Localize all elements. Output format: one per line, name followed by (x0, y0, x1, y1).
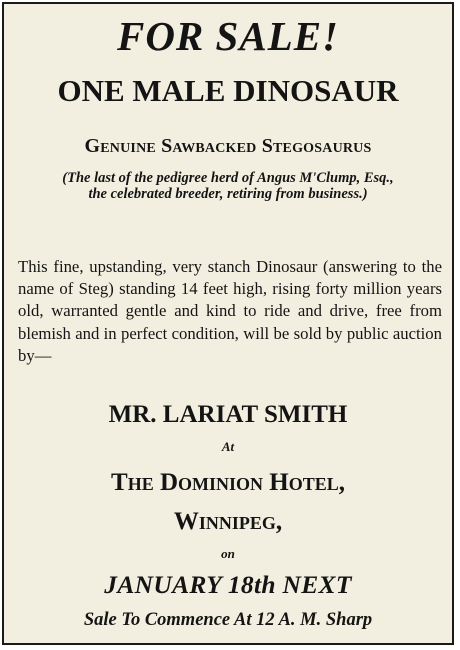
on-word: on (221, 546, 235, 561)
auctioneer-name: MR. LARIAT SMITH (108, 401, 348, 428)
headline: FOR SALE! (116, 13, 340, 59)
parenthetical-note: (The last of the pedigree herd of Angus M'Clump, Esq., the celebrated breeder, retiring from business.) (62, 170, 394, 202)
venue: The Dominion Hotel, (111, 469, 345, 496)
city: Winnipeg, (173, 508, 283, 535)
genuine-line: Genuine Sawbacked Stegosaurus (84, 135, 372, 157)
sale-time: Sale To Commence At 12 A. M. Sharp (83, 610, 373, 630)
at-word: At (221, 439, 235, 454)
auction-poster (2, 2, 454, 645)
subheadline: ONE MALE DINOSAUR (57, 73, 399, 108)
auction-date: JANUARY 18th NEXT (104, 570, 352, 599)
body-text: This fine, upstanding, very stanch Dinosaur (answering to the name of Steg) standing 14 feet high, rising forty million years old, warranted gentle and kind to ride and drive, free from blemish and in perfect condition, will be sold by public auction by— (18, 257, 442, 365)
